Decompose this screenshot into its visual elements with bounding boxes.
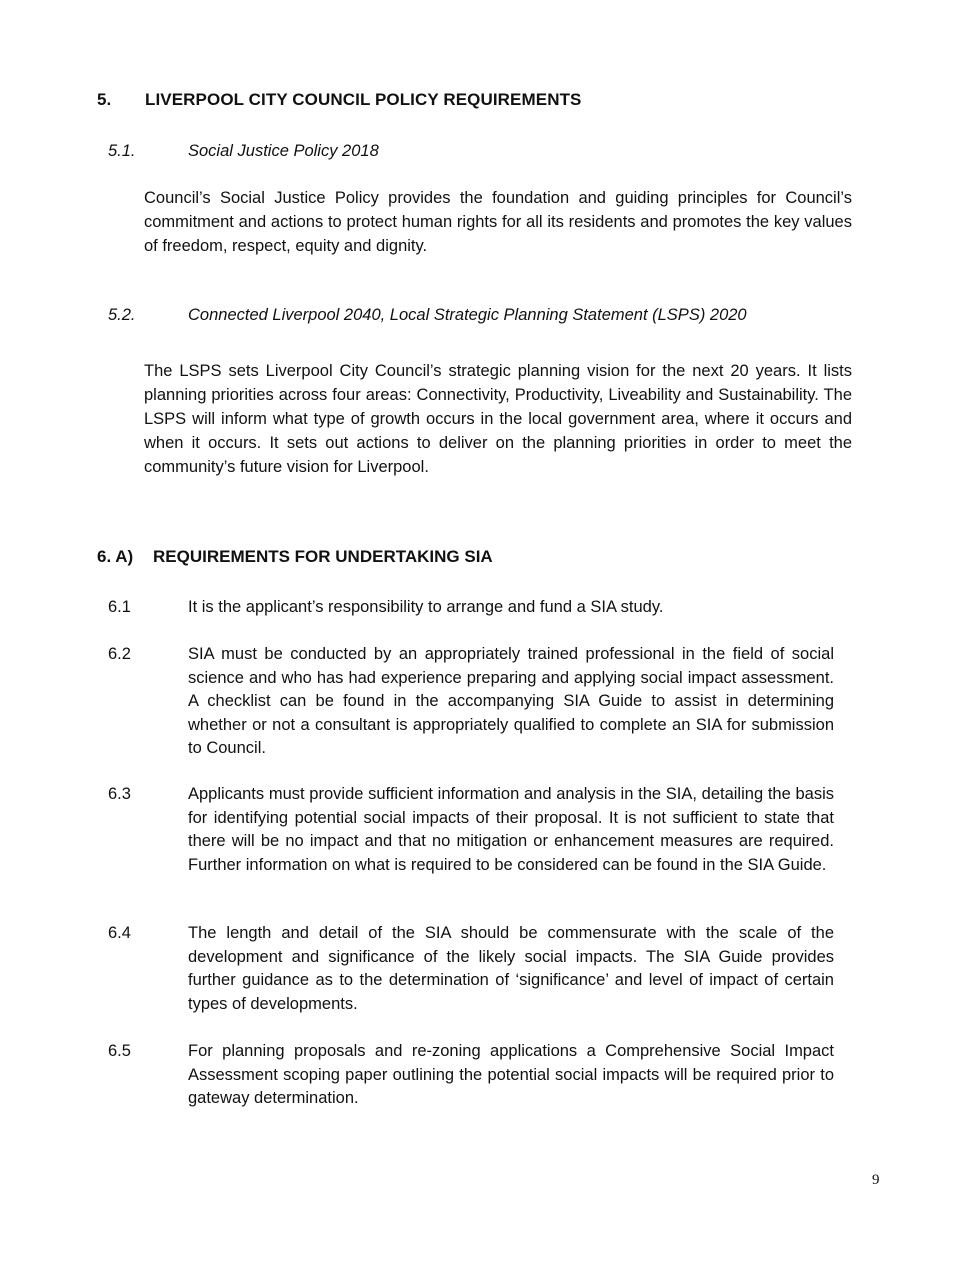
section-6-number: 6. A) — [97, 547, 134, 566]
list-item-text: For planning proposals and re-zoning applications a Comprehensive Social Impact Assessment scoping paper outlining the potential social impacts will be required prior to gateway determination. — [188, 1042, 834, 1107]
list-item-text: SIA must be conducted by an appropriately trained professional in the field of social science and who has had experience preparing and applying social impact assessment. A checklist can be found in the accompanying SIA Guide to assist in determining whether or not a consultant is appropriately qualified to complete an SIA for submission to Council. — [188, 645, 834, 757]
list-item-number: 6.5 — [108, 1042, 131, 1060]
list-item-text: Applicants must provide sufficient information and analysis in the SIA, detailing the basis for identifying potential social impacts of their proposal. It is not sufficient to state that there will be no impact and that no mitigation or enhancement measures are required. Further information on what is required to be considered can be found in the SIA Guide. — [188, 785, 834, 874]
subsection-5-1-title: Social Justice Policy 2018 — [188, 142, 379, 160]
list-item-number: 6.2 — [108, 645, 131, 663]
list-item-number: 6.1 — [108, 598, 131, 616]
section-5-number: 5. — [97, 90, 112, 109]
subsection-5-2-title: Connected Liverpool 2040, Local Strategic Planning Statement (LSPS) 2020 — [188, 306, 747, 324]
page-number: 9 — [872, 1172, 880, 1188]
subsection-5-1-paragraph: Council’s Social Justice Policy provides the foundation and guiding principles for Council’s commitment and actions to protect human rights for all its residents and promotes the key values of freedom, respect, equity and dignity. — [144, 189, 852, 255]
section-6-title: REQUIREMENTS FOR UNDERTAKING SIA — [153, 547, 493, 566]
subsection-5-1-number: 5.1. — [108, 142, 136, 160]
subsection-5-2-number: 5.2. — [108, 306, 136, 324]
section-5-heading — [97, 90, 582, 110]
section-6-heading — [97, 547, 493, 567]
subsection-5-2-heading — [108, 306, 747, 325]
subsection-5-2-paragraph: The LSPS sets Liverpool City Council’s strategic planning vision for the next 20 years. It lists planning priorities across four areas: Connectivity, Productivity, Liveability and Sustainability. The LSPS will inform what type of growth occurs in the local government area, where it occurs and when it occurs. It sets out actions to deliver on the planning priorities in order to meet the community’s future vision for Liverpool. — [144, 362, 852, 476]
list-item-number: 6.4 — [108, 924, 131, 942]
list-item-text: It is the applicant’s responsibility to arrange and fund a SIA study. — [188, 598, 664, 616]
subsection-5-1-heading — [108, 142, 379, 161]
list-item-number: 6.3 — [108, 785, 131, 803]
section-5-title: LIVERPOOL CITY COUNCIL POLICY REQUIREMENTS — [145, 90, 582, 109]
list-item-text: The length and detail of the SIA should be commensurate with the scale of the development and significance of the likely social impacts. The SIA Guide provides further guidance as to the determination of ‘significance’ and level of impact of certain types of developments. — [188, 924, 834, 1013]
